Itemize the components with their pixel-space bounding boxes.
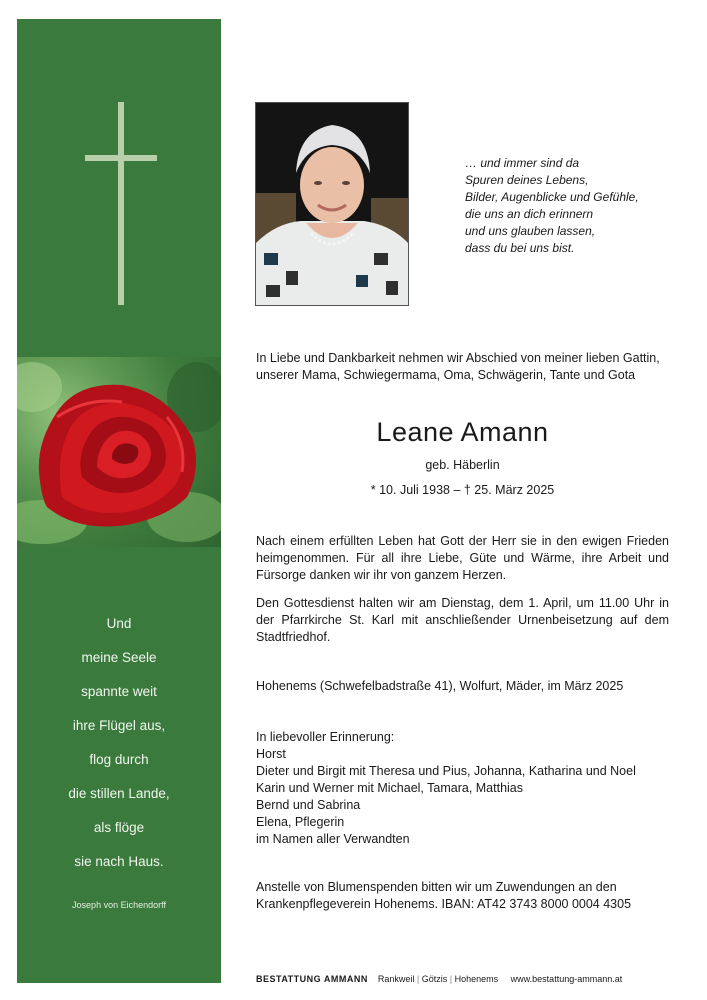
poem-line: die stillen Lande,	[68, 786, 170, 801]
poem-author: Joseph von Eichendorff	[72, 900, 166, 910]
memorial-quote	[465, 155, 675, 257]
mourners-heading: In liebevoller Erinnerung:	[256, 730, 395, 744]
footer-location: Rankweil	[377, 974, 415, 984]
mourners-list	[256, 729, 669, 848]
mourner-line: Bernd und Sabrina	[256, 798, 361, 812]
mourner-line: Horst	[256, 747, 286, 761]
donation-line: Krankenpflegeverein Hohenems. IBAN: AT42 3743 8000 0004 4305	[256, 897, 632, 911]
sidebar-panel	[17, 19, 221, 983]
intro-text: In Liebe und Dankbarkeit nehmen wir Abschied von meiner lieben Gattin, unserer Mama, Schwiegermama, Oma, Schwägerin, Tante und Gota	[256, 351, 660, 382]
rose-image	[17, 357, 221, 547]
footer-location: Götzis	[421, 974, 448, 984]
quote-line: Spuren deines Lebens,	[465, 173, 589, 187]
poem-line: Und	[106, 616, 132, 631]
quote-line: Bilder, Augenblicke und Gefühle,	[465, 190, 639, 204]
life-dates: * 10. Juli 1938 – † 25. März 2025	[370, 483, 555, 497]
quote-line: und uns glauben lassen,	[465, 224, 596, 238]
paragraph-service: Den Gottesdienst halten wir am Dienstag, dem 1. April, um 11.00 Uhr in der Pfarrkirche St. Karl mit anschließender Urnenbeisetzung auf dem Stadtfriedhof.	[256, 596, 669, 644]
mourner-line: im Namen aller Verwandten	[256, 832, 410, 846]
portrait-photo	[255, 102, 409, 306]
poem-line: als flöge	[93, 820, 145, 835]
cross-icon-bar	[85, 155, 157, 161]
quote-line: … und immer sind da	[465, 156, 580, 170]
footer-brand: BESTATTUNG AMMANN	[256, 974, 368, 984]
cross-icon	[118, 102, 124, 305]
paragraph-farewell: Nach einem erfüllten Leben hat Gott der Herr sie in den ewigen Frieden heimgenommen. Für all ihre Liebe, Güte und Wärme, ihre Arbeit und Fürsorge danken wir ihr von ganzem Herzen.	[256, 534, 669, 582]
footer-location: Hohenems	[454, 974, 499, 984]
poem-line: sie nach Haus.	[74, 854, 164, 869]
portrait-icon	[256, 103, 408, 305]
quote-line: die uns an dich erinnern	[465, 207, 594, 221]
rose-icon	[17, 357, 221, 547]
mourner-line: Elena, Pflegerin	[256, 815, 345, 829]
mourner-line: Karin und Werner mit Michael, Tamara, Matthias	[256, 781, 524, 795]
quote-line: dass du bei uns bist.	[465, 241, 575, 255]
poem-line: flog durch	[89, 752, 149, 767]
footer-website-link[interactable]: www.bestattung-ammann.at	[510, 974, 623, 984]
donation-line: Anstelle von Blumenspenden bitten wir um Zuwendungen an den	[256, 880, 617, 894]
poem-line: meine Seele	[81, 650, 157, 665]
deceased-name: Leane Amann	[376, 417, 549, 447]
poem	[17, 607, 221, 879]
place-date: Hohenems (Schwefelbadstraße 41), Wolfurt, Mäder, im März 2025	[256, 679, 624, 693]
donation-note	[256, 879, 669, 913]
poem-line: ihre Flügel aus,	[72, 718, 166, 733]
mourner-line: Dieter und Birgit mit Theresa und Pius, Johanna, Katharina und Noel	[256, 764, 636, 778]
maiden-name: geb. Häberlin	[425, 458, 500, 472]
poem-line: spannte weit	[81, 684, 157, 699]
footer: BESTATTUNG AMMANN Rankweil | Götzis | Hohenems www.bestattung-ammann.at	[256, 974, 623, 984]
